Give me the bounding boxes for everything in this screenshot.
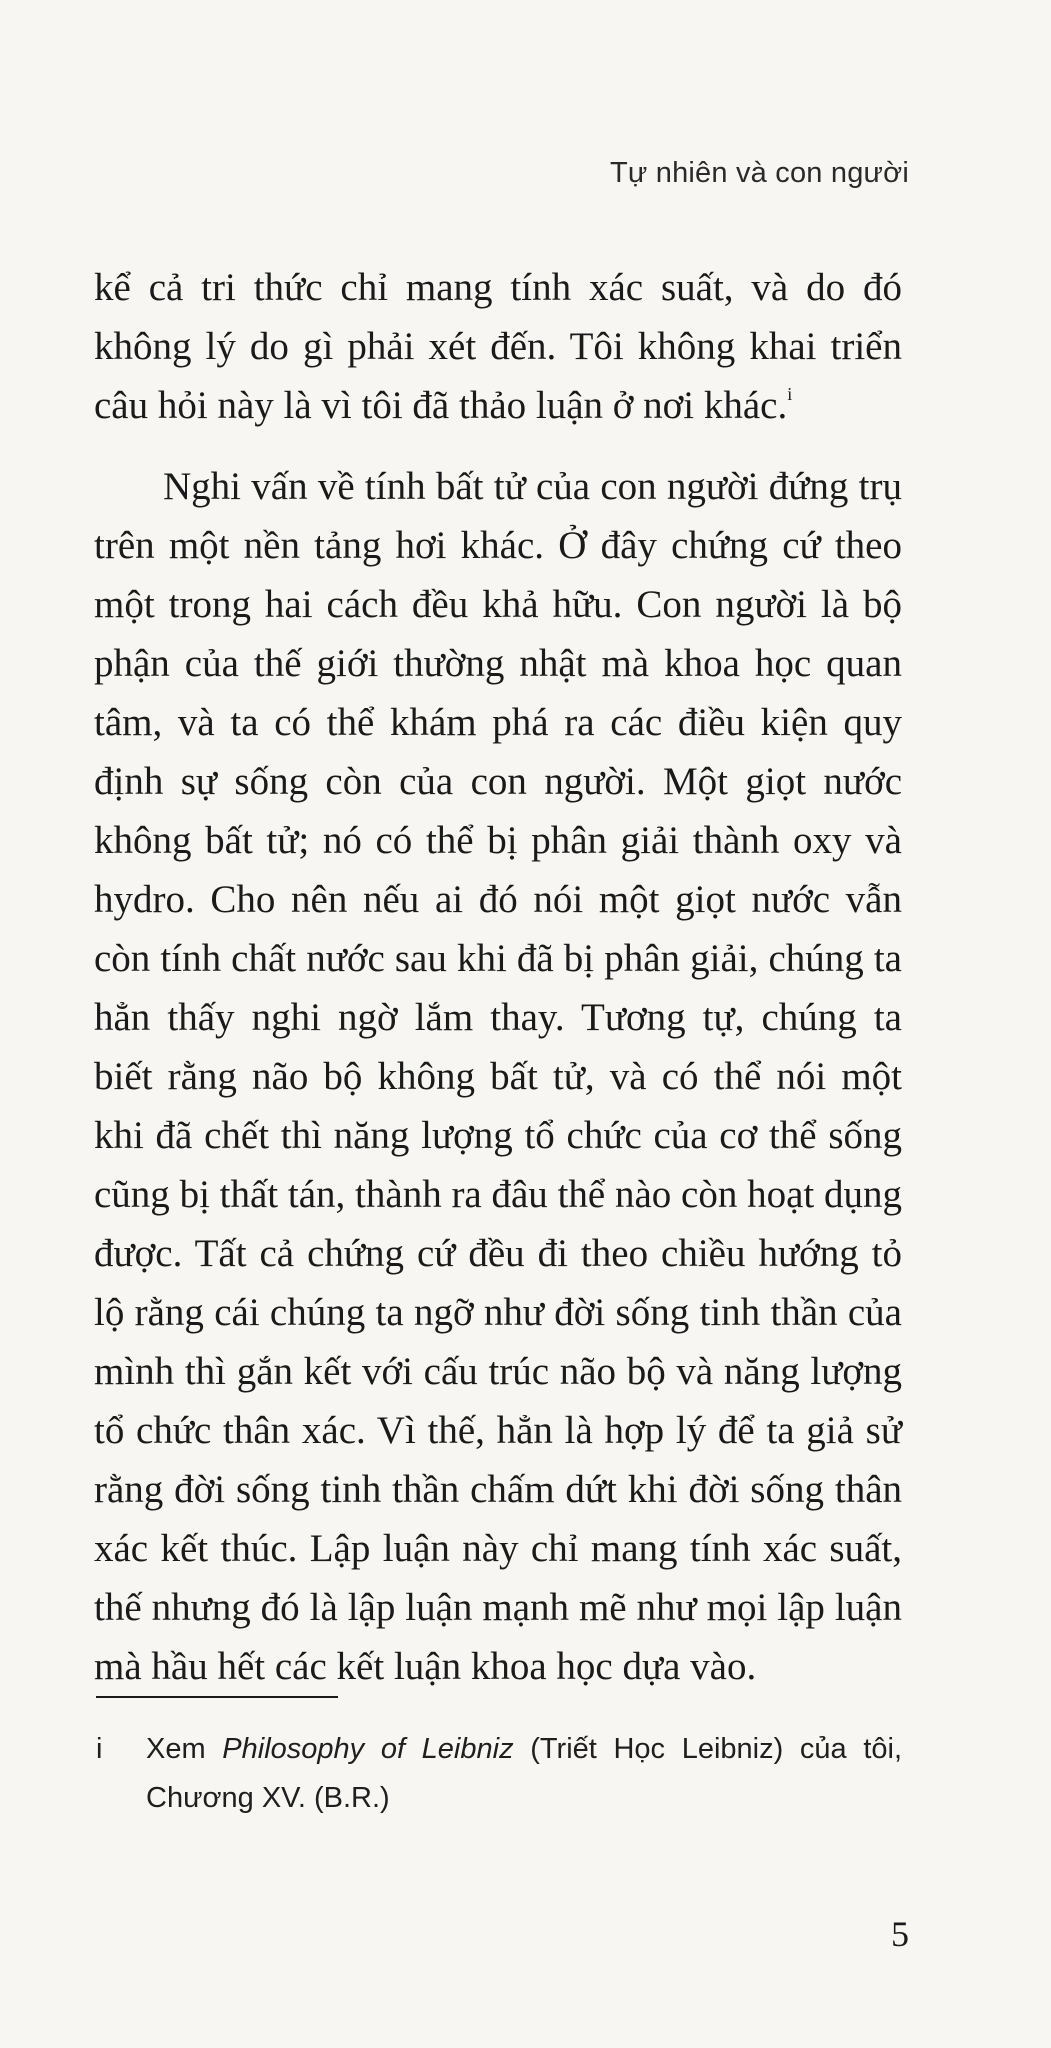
paragraph-1-text: kể cả tri thức chỉ mang tính xác suất, và do đó không lý do gì phải xét đến. Tôi không khai triển câu hỏi này là vì tôi đã thảo luận ở nơi khác. [94, 266, 902, 427]
main-text [94, 258, 902, 1696]
footnote-text-before: Xem [146, 1733, 223, 1765]
page-number: 5 [891, 1914, 909, 1954]
footnote-divider [96, 1696, 338, 1698]
footnote-book-title: Philosophy of Leibniz [222, 1733, 514, 1765]
footnote-text [146, 1725, 902, 1823]
footnote-text-after: (Triết Học Leibniz) của tôi, Chương XV. (B.R.) [146, 1733, 903, 1814]
paragraph-2: Nghi vấn về tính bất tử của con người đứng trụ trên một nền tảng hơi khác. Ở đây chứng cứ theo một trong hai cách đều khả hữu. Con người là bộ phận của thế giới thường nhật mà khoa học quan tâm, và ta có thể khám phá ra các điều kiện quy định sự sống còn của con người. Một giọt nước không bất tử; nó có thể bị phân giải thành oxy và hydro. Cho nên nếu ai đó nói một giọt nước vẫn còn tính chất nước sau khi đã bị phân giải, chúng ta hẳn thấy nghi ngờ lắm thay. Tương tự, chúng ta biết rằng não bộ không bất tử, và có thể nói một khi đã chết thì năng lượng tổ chức của cơ thể sống cũng bị thất tán, thành ra đâu thể nào còn hoạt dụng được. Tất cả chứng cứ đều đi theo chiều hướng tỏ lộ rằng cái chúng ta ngỡ như đời sống tinh thần của mình thì gắn kết với cấu trúc não bộ và năng lượng tổ chức thân xác. Vì thế, hẳn là hợp lý để ta giả sử rằng đời sống tinh thần chấm dứt khi đời sống thân xác kết thúc. Lập luận này chỉ mang tính xác suất, thế nhưng đó là lập luận mạnh mẽ như mọi lập luận mà hầu hết các kết luận khoa học dựa vào. [94, 465, 902, 1688]
footnote [96, 1725, 902, 1823]
footnote-marker: i [96, 1733, 103, 1765]
running-header: Tự nhiên và con người [609, 157, 909, 189]
footnote-reference: i [787, 384, 793, 404]
paragraph-continued [94, 258, 902, 435]
